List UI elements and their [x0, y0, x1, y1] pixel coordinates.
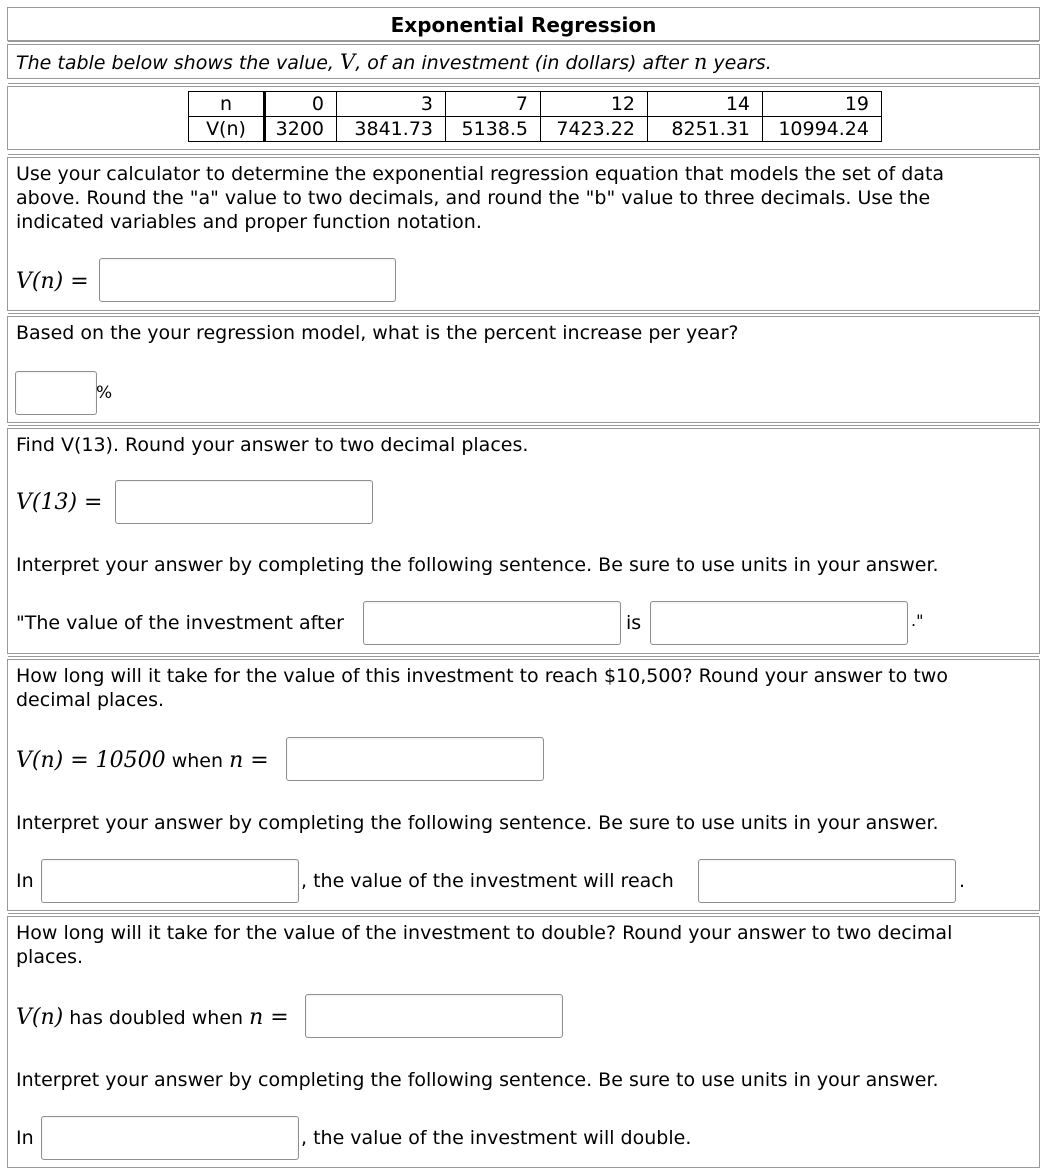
- intro-part1: The table below shows the value,: [16, 52, 334, 74]
- q4-lhs-when: when: [171, 750, 224, 772]
- q4-sentence-mid: , the value of the investment will reach: [301, 870, 674, 892]
- table-box: [7, 86, 1040, 150]
- q4-lhs: [16, 748, 269, 773]
- q2-box: [7, 316, 1040, 423]
- var-n: n: [693, 50, 708, 74]
- table-cell: 3200: [265, 117, 337, 142]
- q5-sentence-end: , the value of the investment will double.: [301, 1127, 692, 1149]
- q4-sentence-end: .: [959, 870, 966, 892]
- data-table: [188, 91, 882, 142]
- q5-box: [7, 916, 1040, 1168]
- q3-value-input[interactable]: [650, 601, 908, 645]
- q3-time-input[interactable]: [363, 601, 621, 645]
- q4-value-input[interactable]: [698, 859, 956, 903]
- q4-time-input[interactable]: [41, 859, 299, 903]
- q2-text: Based on the your regression model, what is the percent increase per year?: [16, 322, 739, 344]
- q3-sentence-part2: is: [626, 612, 642, 634]
- page-title: Exponential Regression: [390, 13, 657, 37]
- table-cell: 5138.5: [446, 117, 541, 142]
- q4-n-input[interactable]: [286, 737, 544, 781]
- table-cell: 14: [648, 92, 763, 117]
- percent-increase-input[interactable]: [15, 371, 97, 415]
- q5-n-input[interactable]: [305, 994, 563, 1038]
- table-cell: 3: [337, 92, 446, 117]
- regression-equation-input[interactable]: [99, 258, 396, 302]
- table-cell: 10994.24: [763, 117, 882, 142]
- title-box: [7, 7, 1040, 41]
- intro-box: [7, 44, 1040, 79]
- table-cell: 8251.31: [648, 117, 763, 142]
- table-header-n: n: [189, 92, 265, 117]
- q4-box: [7, 659, 1040, 911]
- percent-unit: %: [96, 383, 113, 403]
- table-cell: 7: [446, 92, 541, 117]
- q1-text: Use your calculator to determine the exponential regression equation that models the set of data above. Round the "a" value to two decimals, and round the "b" value to three decimals. Use the indicated variables and proper function notation.: [16, 163, 945, 233]
- q5-text: How long will it take for the value of the investment to double? Round your answer to two decimal places.: [16, 922, 953, 968]
- table-cell: 7423.22: [541, 117, 648, 142]
- table-row-n: [189, 92, 882, 117]
- q4-lhs-n: n =: [229, 748, 269, 773]
- q5-lhs-math: V(n): [16, 1005, 64, 1030]
- q1-lhs: V(n) =: [16, 269, 89, 294]
- q5-interpret-text: Interpret your answer by completing the following sentence. Be sure to use units in your answer.: [16, 1069, 939, 1091]
- q5-lhs: [16, 1005, 289, 1030]
- table-row-v: [189, 117, 882, 142]
- table-header-v: V(n): [189, 117, 265, 142]
- intro-text: [16, 50, 772, 74]
- q3-box: [7, 428, 1040, 654]
- q3-sentence-part1: "The value of the investment after: [16, 612, 344, 634]
- table-cell: 3841.73: [337, 117, 446, 142]
- q1-box: [7, 157, 1040, 311]
- q4-text: How long will it take for the value of this investment to reach $10,500? Round your answer to two decimal places.: [16, 665, 948, 711]
- q5-time-input[interactable]: [41, 1116, 299, 1160]
- table-cell: 12: [541, 92, 648, 117]
- q3-sentence-end: .": [911, 611, 924, 630]
- q3-text: Find V(13). Round your answer to two decimal places.: [16, 434, 529, 456]
- q3-interpret-text: Interpret your answer by completing the following sentence. Be sure to use units in your answer.: [16, 554, 939, 576]
- v13-input[interactable]: [115, 480, 373, 524]
- q5-lhs-text: has doubled when: [69, 1007, 244, 1029]
- intro-part2: , of an investment (in dollars) after: [355, 52, 688, 74]
- q3-lhs-expr: V(13) =: [16, 490, 103, 515]
- q3-lhs: [16, 490, 102, 515]
- q4-lhs-math: V(n) = 10500: [16, 748, 166, 773]
- q4-sentence-in: In: [16, 870, 34, 892]
- intro-part3: years.: [713, 52, 772, 74]
- var-v: V: [340, 50, 356, 74]
- q5-lhs-n: n =: [249, 1005, 289, 1030]
- table-cell: 0: [265, 92, 337, 117]
- table-cell: 19: [763, 92, 882, 117]
- q5-sentence-in: In: [16, 1127, 34, 1149]
- q4-interpret-text: Interpret your answer by completing the following sentence. Be sure to use units in your answer.: [16, 812, 939, 834]
